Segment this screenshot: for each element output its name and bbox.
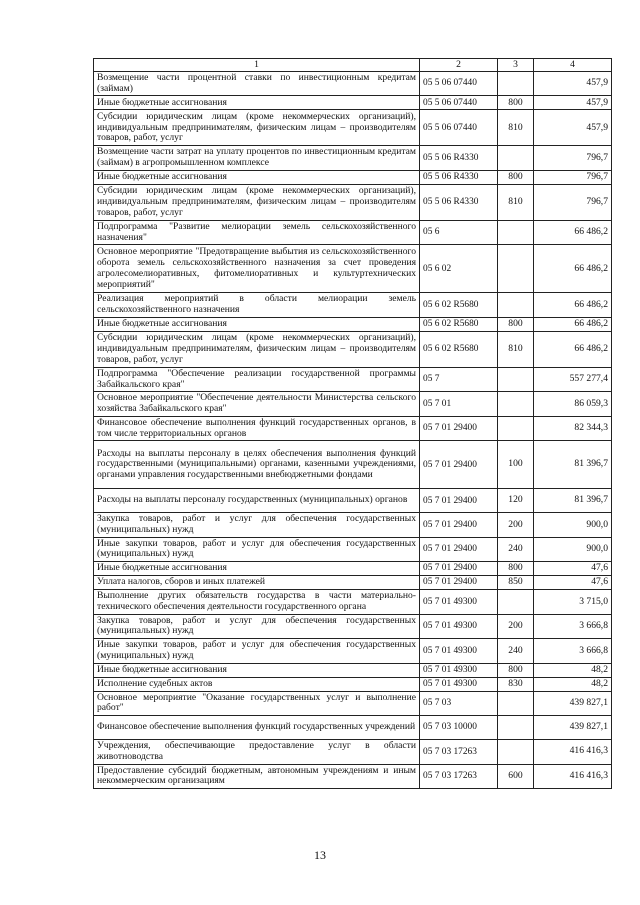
row-sum-cell: 81 396,7 (534, 489, 612, 513)
row-expense-type-cell (498, 416, 534, 440)
header-col-1: 1 (94, 59, 420, 72)
row-sum-cell: 457,9 (534, 72, 612, 96)
row-code-cell: 05 5 06 R4330 (420, 170, 498, 184)
row-expense-type-cell: 240 (498, 639, 534, 663)
row-name-cell: Иные бюджетные ассигнования (94, 96, 420, 110)
row-name-cell: Возмещение части процентной ставки по инвестиционным кредитам (займам) (94, 72, 420, 96)
row-sum-cell: 557 277,4 (534, 367, 612, 391)
row-code-cell: 05 7 01 29400 (420, 513, 498, 537)
row-sum-cell: 81 396,7 (534, 441, 612, 489)
row-code-cell: 05 7 01 49300 (420, 614, 498, 638)
header-col-4: 4 (534, 59, 612, 72)
table-row (94, 590, 612, 614)
row-expense-type-cell (498, 691, 534, 715)
table-header-row (94, 59, 612, 72)
table-row (94, 331, 612, 367)
row-sum-cell: 66 486,2 (534, 245, 612, 293)
row-name-cell: Иные бюджетные ассигнования (94, 663, 420, 677)
row-name-cell: Реализация мероприятий в области мелиорации земель сельскохозяйственного назначения (94, 293, 420, 317)
row-expense-type-cell: 800 (498, 170, 534, 184)
table-row (94, 392, 612, 416)
row-sum-cell: 47,6 (534, 562, 612, 576)
table-row (94, 562, 612, 576)
row-code-cell: 05 7 01 29400 (420, 489, 498, 513)
row-code-cell: 05 5 06 07440 (420, 72, 498, 96)
row-expense-type-cell: 120 (498, 489, 534, 513)
row-name-cell: Закупка товаров, работ и услуг для обеспечения государственных (муниципальных) нужд (94, 513, 420, 537)
table-row (94, 513, 612, 537)
row-expense-type-cell (498, 392, 534, 416)
row-code-cell: 05 5 06 07440 (420, 110, 498, 146)
row-code-cell: 05 7 03 17263 (420, 764, 498, 788)
row-name-cell: Исполнение судебных актов (94, 677, 420, 691)
row-code-cell: 05 7 01 (420, 392, 498, 416)
row-expense-type-cell: 830 (498, 677, 534, 691)
row-expense-type-cell (498, 367, 534, 391)
row-expense-type-cell: 810 (498, 331, 534, 367)
row-expense-type-cell: 800 (498, 96, 534, 110)
row-name-cell: Иные бюджетные ассигнования (94, 170, 420, 184)
row-code-cell: 05 6 02 (420, 245, 498, 293)
row-name-cell: Выполнение других обязательств государства в части материально-технического обеспечения деятельности государственного органа (94, 590, 420, 614)
row-code-cell: 05 5 06 07440 (420, 96, 498, 110)
row-sum-cell: 457,9 (534, 110, 612, 146)
row-expense-type-cell: 200 (498, 513, 534, 537)
row-name-cell: Основное мероприятие "Обеспечение деятельности Министерства сельского хозяйства Забайкальского края" (94, 392, 420, 416)
page-number: 13 (314, 848, 326, 862)
row-sum-cell: 82 344,3 (534, 416, 612, 440)
row-expense-type-cell (498, 72, 534, 96)
row-expense-type-cell: 800 (498, 317, 534, 331)
row-name-cell: Иные закупки товаров, работ и услуг для обеспечения государственных (муниципальных) нужд (94, 537, 420, 561)
row-sum-cell: 457,9 (534, 96, 612, 110)
row-expense-type-cell (498, 146, 534, 170)
row-sum-cell: 439 827,1 (534, 691, 612, 715)
row-expense-type-cell (498, 293, 534, 317)
row-expense-type-cell: 600 (498, 764, 534, 788)
table-row (94, 663, 612, 677)
row-sum-cell: 48,2 (534, 677, 612, 691)
row-code-cell: 05 7 03 10000 (420, 716, 498, 740)
row-code-cell: 05 7 01 29400 (420, 576, 498, 590)
table-row (94, 170, 612, 184)
row-code-cell: 05 5 06 R4330 (420, 146, 498, 170)
row-name-cell: Основное мероприятие "Оказание государственных услуг и выполнение работ" (94, 691, 420, 715)
row-sum-cell: 66 486,2 (534, 331, 612, 367)
row-sum-cell: 3 715,0 (534, 590, 612, 614)
row-code-cell: 05 7 01 49300 (420, 639, 498, 663)
row-code-cell: 05 7 01 29400 (420, 441, 498, 489)
row-name-cell: Расходы на выплаты персоналу государственных (муниципальных) органов (94, 489, 420, 513)
row-code-cell: 05 7 01 29400 (420, 416, 498, 440)
table-row (94, 537, 612, 561)
row-name-cell: Субсидии юридическим лицам (кроме некоммерческих организаций), индивидуальным предпринимателям, физическим лицам – производителям товаров, работ, услуг (94, 184, 420, 220)
table-row (94, 576, 612, 590)
row-code-cell: 05 7 01 49300 (420, 590, 498, 614)
row-sum-cell: 900,0 (534, 513, 612, 537)
row-name-cell: Субсидии юридическим лицам (кроме некоммерческих организаций), индивидуальным предпринимателям, физическим лицам – производителям товаров, работ, услуг (94, 331, 420, 367)
row-name-cell: Подпрограмма "Развитие мелиорации земель сельскохозяйственного назначения" (94, 220, 420, 244)
row-expense-type-cell: 850 (498, 576, 534, 590)
row-code-cell: 05 6 02 R5680 (420, 317, 498, 331)
row-sum-cell: 796,7 (534, 184, 612, 220)
table-row (94, 740, 612, 764)
row-expense-type-cell: 100 (498, 441, 534, 489)
row-expense-type-cell: 800 (498, 663, 534, 677)
row-expense-type-cell (498, 740, 534, 764)
table-row (94, 614, 612, 638)
table-row (94, 716, 612, 740)
row-code-cell: 05 7 (420, 367, 498, 391)
row-name-cell: Возмещение части затрат на уплату процентов по инвестиционным кредитам (займам) в агропромышленном комплексе (94, 146, 420, 170)
row-sum-cell: 796,7 (534, 146, 612, 170)
table-row (94, 72, 612, 96)
table-row (94, 245, 612, 293)
row-expense-type-cell: 810 (498, 184, 534, 220)
row-sum-cell: 47,6 (534, 576, 612, 590)
row-code-cell: 05 6 (420, 220, 498, 244)
row-expense-type-cell (498, 716, 534, 740)
row-sum-cell: 48,2 (534, 663, 612, 677)
row-sum-cell: 416 416,3 (534, 764, 612, 788)
table-row (94, 146, 612, 170)
table-row (94, 220, 612, 244)
row-code-cell: 05 6 02 R5680 (420, 293, 498, 317)
row-sum-cell: 86 059,3 (534, 392, 612, 416)
header-col-3: 3 (498, 59, 534, 72)
row-sum-cell: 66 486,2 (534, 293, 612, 317)
table-row (94, 677, 612, 691)
row-expense-type-cell: 200 (498, 614, 534, 638)
row-code-cell: 05 7 01 29400 (420, 562, 498, 576)
row-name-cell: Уплата налогов, сборов и иных платежей (94, 576, 420, 590)
table-row (94, 317, 612, 331)
budget-table (93, 58, 612, 789)
row-name-cell: Иные бюджетные ассигнования (94, 317, 420, 331)
row-expense-type-cell (498, 220, 534, 244)
table-row (94, 489, 612, 513)
row-name-cell: Учреждения, обеспечивающие предоставление услуг в области животноводства (94, 740, 420, 764)
row-name-cell: Предоставление субсидий бюджетным, автономным учреждениям и иным некоммерческим организациям (94, 764, 420, 788)
table-row (94, 441, 612, 489)
table-row (94, 764, 612, 788)
table-row (94, 184, 612, 220)
table-row (94, 367, 612, 391)
row-code-cell: 05 6 02 R5680 (420, 331, 498, 367)
row-sum-cell: 416 416,3 (534, 740, 612, 764)
row-name-cell: Закупка товаров, работ и услуг для обеспечения государственных (муниципальных) нужд (94, 614, 420, 638)
row-expense-type-cell (498, 245, 534, 293)
row-sum-cell: 900,0 (534, 537, 612, 561)
row-name-cell: Финансовое обеспечение выполнения функций государственных органов, в том числе территориальных органов (94, 416, 420, 440)
header-col-2: 2 (420, 59, 498, 72)
table-row (94, 293, 612, 317)
row-expense-type-cell: 240 (498, 537, 534, 561)
row-name-cell: Иные бюджетные ассигнования (94, 562, 420, 576)
row-code-cell: 05 7 01 29400 (420, 537, 498, 561)
table-row (94, 639, 612, 663)
row-name-cell: Расходы на выплаты персоналу в целях обеспечения выполнения функций государственными (муниципальными) органами, казенными учреждениями, органами управления государственными внебюджетными фондами (94, 441, 420, 489)
row-code-cell: 05 7 01 49300 (420, 663, 498, 677)
row-expense-type-cell (498, 590, 534, 614)
row-name-cell: Финансовое обеспечение выполнения функций государственных учреждений (94, 716, 420, 740)
row-name-cell: Основное мероприятие "Предотвращение выбытия из сельскохозяйственного оборота земель сельскохозяйственного назначения за счет проведения агролесомелиоративных, фитомелиоративных и культуртехнических мероприятий" (94, 245, 420, 293)
row-code-cell: 05 7 01 49300 (420, 677, 498, 691)
row-sum-cell: 66 486,2 (534, 220, 612, 244)
row-name-cell: Субсидии юридическим лицам (кроме некоммерческих организаций), индивидуальным предпринимателям, физическим лицам – производителям товаров, работ, услуг (94, 110, 420, 146)
table-row (94, 96, 612, 110)
row-sum-cell: 66 486,2 (534, 317, 612, 331)
row-sum-cell: 796,7 (534, 170, 612, 184)
row-code-cell: 05 7 03 (420, 691, 498, 715)
row-code-cell: 05 7 03 17263 (420, 740, 498, 764)
row-expense-type-cell: 810 (498, 110, 534, 146)
row-expense-type-cell: 800 (498, 562, 534, 576)
table-row (94, 691, 612, 715)
row-name-cell: Подпрограмма "Обеспечение реализации государственной программы Забайкальского края" (94, 367, 420, 391)
row-sum-cell: 3 666,8 (534, 614, 612, 638)
table-row (94, 110, 612, 146)
table-body (94, 72, 612, 789)
table-row (94, 416, 612, 440)
row-sum-cell: 439 827,1 (534, 716, 612, 740)
row-name-cell: Иные закупки товаров, работ и услуг для обеспечения государственных (муниципальных) нужд (94, 639, 420, 663)
row-sum-cell: 3 666,8 (534, 639, 612, 663)
row-code-cell: 05 5 06 R4330 (420, 184, 498, 220)
